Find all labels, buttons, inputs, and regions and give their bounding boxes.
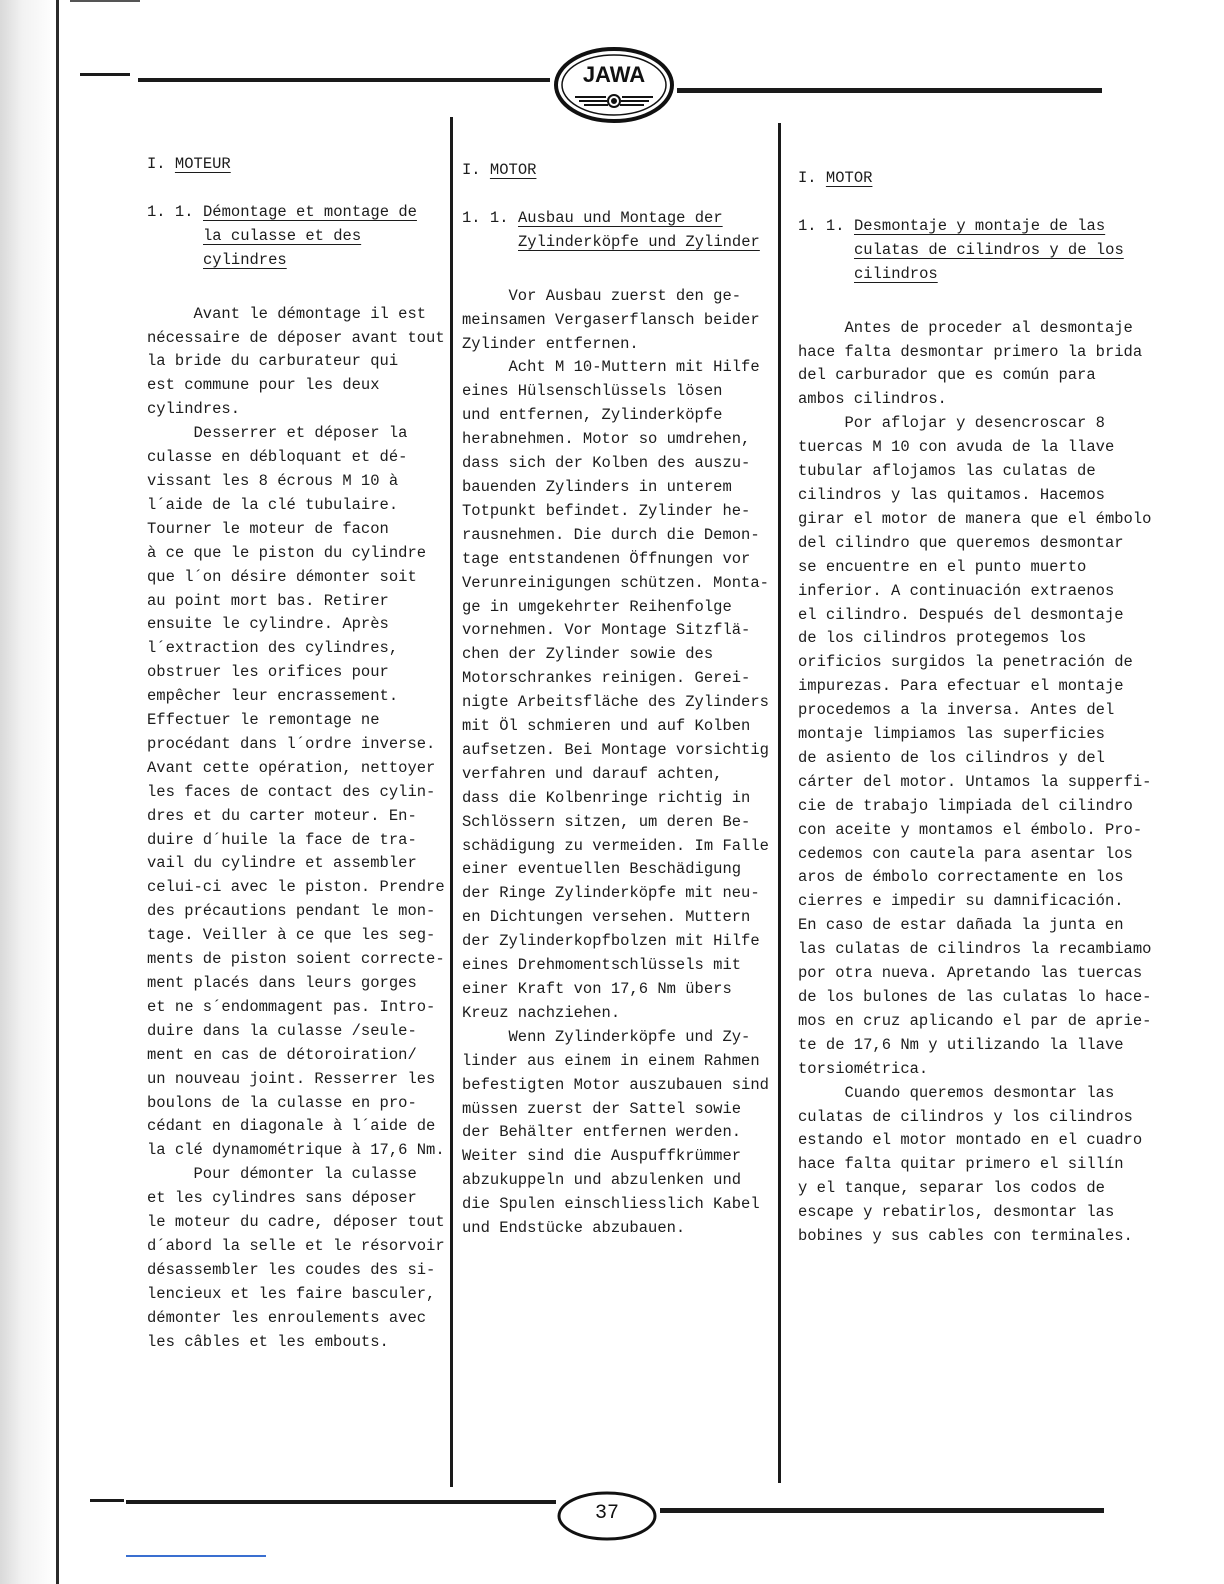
- text-line: mit Öl schmieren und auf Kolben: [462, 717, 751, 736]
- text-line: Antes de proceder al desmontaje: [798, 318, 1133, 337]
- text-line: abzukuppeln und abzulenken und: [462, 1171, 742, 1190]
- text-line: chen der Zylinder sowie des: [462, 645, 714, 664]
- page-number: 37: [594, 1502, 619, 1525]
- text-line: des précautions pendant le mon-: [147, 902, 436, 921]
- text-line: befestigten Motor auszubauen sind: [462, 1075, 769, 1094]
- body-text: [462, 285, 769, 1241]
- section-heading: [798, 167, 1151, 191]
- text-line: torsiométrica.: [798, 1059, 929, 1078]
- text-line: cierres e impedir su damnificación.: [798, 892, 1124, 911]
- text-line: mos en cruz aplicando el par de aprie-: [798, 1011, 1152, 1030]
- text-line: con aceite y montamos el émbolo. Pro-: [798, 820, 1143, 839]
- text-line: cylindres: [203, 250, 287, 269]
- text-line: l´aide de la clé tubulaire.: [147, 495, 399, 514]
- text-line: Zylinder entfernen.: [462, 334, 639, 353]
- text-line: einer eventuellen Beschädigung: [462, 860, 742, 879]
- text-line: impurezas. Para efectuar el montaje: [798, 677, 1124, 696]
- text-line: lencieux et les faire basculer,: [147, 1284, 436, 1303]
- text-line: boulons de la culasse en pro-: [147, 1093, 417, 1112]
- text-line: escape y rebatirlos, desmontar las: [798, 1203, 1115, 1222]
- text-line: l´extraction des cylindres,: [147, 639, 399, 658]
- text-line: cilindros: [854, 264, 938, 283]
- text-line: Cuando queremos desmontar las: [798, 1083, 1115, 1102]
- text-line: que l´on désire démonter soit: [147, 567, 417, 586]
- text-line: culatas de cilindros y de los: [854, 240, 1124, 259]
- text-line: la clé dynamométrique à 17,6 Nm.: [147, 1141, 445, 1160]
- text-line: nécessaire de déposer avant tout: [147, 328, 445, 347]
- text-line: girar el motor de manera que el émbolo: [798, 509, 1152, 528]
- text-line: vornehmen. Vor Montage Sitzflä-: [462, 621, 751, 640]
- text-line: Pour démonter la culasse: [147, 1165, 417, 1184]
- footer-blue-line: [126, 1555, 266, 1557]
- text-line: celui-ci avec le piston. Prendre: [147, 878, 445, 897]
- text-line: tuercas M 10 con avuda de la llave: [798, 438, 1115, 457]
- text-line: au point mort bas. Retirer: [147, 591, 389, 610]
- text-line: démonter les enroulements avec: [147, 1308, 427, 1327]
- text-line: eines Hülsenschlüssels lösen: [462, 382, 723, 401]
- text-line: schädigung zu vermeiden. Im Falle: [462, 836, 769, 855]
- text-line: Weiter sind die Auspuffkrümmer: [462, 1147, 742, 1166]
- text-line: les câbles et les embouts.: [147, 1332, 389, 1351]
- text-line: cilindros y las quitamos. Hacemos: [798, 485, 1105, 504]
- text-line: de los cilindros protegemos los: [798, 629, 1087, 648]
- text-line: ge in umgekehrter Reihenfolge: [462, 597, 732, 616]
- section-heading: [462, 159, 769, 183]
- text-line: Desserrer et déposer la: [147, 424, 408, 443]
- page-edge: [56, 0, 59, 1584]
- text-line: ment en cas de détoroiration/: [147, 1045, 417, 1064]
- scan-shadow: [0, 0, 56, 1584]
- text-line: est commune pour les deux: [147, 376, 380, 395]
- section-number: I.: [798, 169, 817, 187]
- text-line: de asiento de los cilindros y del: [798, 748, 1105, 767]
- text-line: et ne s´endommagent pas. Intro-: [147, 997, 436, 1016]
- header-rule-left: [138, 78, 550, 82]
- text-line: las culatas de cilindros la recambiamo: [798, 940, 1152, 959]
- text-line: hace falta quitar primero el sillín: [798, 1155, 1124, 1174]
- text-line: die Spulen einschliesslich Kabel: [462, 1195, 760, 1214]
- text-line: Vor Ausbau zuerst den ge-: [462, 286, 742, 305]
- text-line: vail du cylindre et assembler: [147, 854, 417, 873]
- header-rule-stub: [80, 73, 130, 76]
- section-number: I.: [147, 155, 166, 173]
- section-title: MOTOR: [489, 161, 537, 179]
- text-line: la culasse et des: [203, 226, 362, 245]
- text-line: ment placés dans leurs gorges: [147, 974, 417, 992]
- page-number-badge: [556, 1490, 658, 1542]
- text-line: Avant le démontage il est: [147, 304, 427, 323]
- text-line: el cilindro. Después del desmontaje: [798, 605, 1124, 624]
- text-line: à ce que le piston du cylindre: [147, 543, 427, 562]
- text-line: ensuite le cylindre. Après: [147, 615, 389, 634]
- text-line: obstruer les orifices pour: [147, 663, 389, 682]
- text-line: Tourner le moteur de facon: [147, 519, 389, 538]
- text-line: Zylinderköpfe und Zylinder: [518, 232, 760, 251]
- text-line: Motorschrankes reinigen. Gerei-: [462, 669, 751, 688]
- text-line: Kreuz nachziehen.: [462, 1003, 621, 1022]
- text-line: dass sich der Kolben des auszu-: [462, 454, 751, 473]
- text-line: y el tanque, separar los codos de: [798, 1179, 1105, 1198]
- text-line: de los bulones de las culatas lo hace-: [798, 988, 1152, 1006]
- text-line: verfahren und darauf achten,: [462, 764, 723, 783]
- text-line: der Ringe Zylinderköpfe mit neu-: [462, 884, 760, 903]
- text-line: la bride du carburateur qui: [147, 352, 399, 371]
- text-line: orificios surgidos la penetración de: [798, 653, 1133, 672]
- text-line: les faces de contact des cylin-: [147, 782, 436, 801]
- text-line: le moteur du cadre, déposer tout: [147, 1213, 445, 1232]
- text-line: meinsamen Vergaserflansch beider: [462, 310, 760, 329]
- text-line: se encuentre en el punto muerto: [798, 557, 1087, 576]
- text-line: désassembler les coudes des si-: [147, 1260, 436, 1279]
- text-line: und entfernen, Zylinderköpfe: [462, 406, 723, 425]
- text-line: cárter del motor. Untamos la supperfi-: [798, 772, 1152, 791]
- text-line: eines Drehmomentschlüssels mit: [462, 956, 742, 975]
- text-line: Schlössern sitzen, um deren Be-: [462, 812, 751, 831]
- subsection-number: 1. 1.: [147, 202, 194, 221]
- text-line: vissant les 8 écrous M 10 à: [147, 471, 399, 490]
- subsection-number: 1. 1.: [462, 208, 509, 227]
- text-line: En caso de estar dañada la junta en: [798, 916, 1124, 935]
- section-title: MOTOR: [825, 169, 873, 187]
- text-line: dass die Kolbenringe richtig in: [462, 788, 751, 807]
- text-line: Totpunkt befindet. Zylinder he-: [462, 501, 751, 520]
- text-line: hace falta desmontar primero la brida: [798, 342, 1143, 361]
- text-line: estando el motor montado en el cuadro: [798, 1131, 1143, 1150]
- text-line: te de 17,6 Nm y utilizando la llave: [798, 1035, 1124, 1054]
- text-line: cédant en diagonale à l´aide de: [147, 1117, 436, 1136]
- text-line: Wenn Zylinderköpfe und Zy-: [462, 1027, 751, 1046]
- text-line: bauenden Zylinders in unterem: [462, 477, 732, 496]
- body-text: [147, 303, 445, 1355]
- page-edge-top: [70, 0, 140, 2]
- text-line: dres et du carter moteur. En-: [147, 806, 417, 825]
- text-line: bobines y sus cables con terminales.: [798, 1227, 1133, 1246]
- section-title: MOTEUR: [174, 155, 231, 173]
- text-line: Ausbau und Montage der: [518, 208, 723, 227]
- body-text: [798, 317, 1151, 1249]
- text-line: aros de émbolo correctamente en los: [798, 868, 1124, 887]
- text-line: rausnehmen. Die durch die Demon-: [462, 525, 760, 544]
- text-line: Acht M 10-Muttern mit Hilfe: [462, 358, 760, 377]
- text-line: d´abord la selle et le résorvoir: [147, 1236, 445, 1255]
- text-line: del cilindro que queremos desmontar: [798, 533, 1124, 552]
- text-line: Effectuer le remontage ne: [147, 711, 380, 730]
- text-line: der Zylinderkopfbolzen mit Hilfe: [462, 932, 760, 951]
- text-line: Verunreinigungen schützen. Monta-: [462, 573, 769, 592]
- text-line: und Endstücke abzubauen.: [462, 1219, 686, 1238]
- subsection-number: 1. 1.: [798, 216, 845, 235]
- text-line: un nouveau joint. Resserrer les: [147, 1069, 436, 1088]
- svg-text:JAWA: JAWA: [582, 62, 646, 87]
- text-line: montaje limpiamos las superficies: [798, 725, 1105, 744]
- text-line: procédant dans l´ordre inverse.: [147, 734, 436, 753]
- text-line: herabnehmen. Motor so umdrehen,: [462, 430, 751, 449]
- text-line: tage. Veiller à ce que les seg-: [147, 926, 436, 945]
- text-line: tage entstandenen Öffnungen vor: [462, 549, 751, 568]
- subsection-title: [518, 207, 769, 255]
- footer-rule-left: [126, 1500, 556, 1504]
- text-line: aufsetzen. Bei Montage vorsichtig: [462, 740, 769, 759]
- subsection-title: [203, 201, 445, 273]
- column-spanish: [798, 167, 1151, 1249]
- text-line: cedemos con cautela para asentar los: [798, 844, 1133, 863]
- section-number: I.: [462, 161, 481, 179]
- text-line: inferior. A continuación extraenos: [798, 581, 1115, 600]
- text-line: culatas de cilindros y los cilindros: [798, 1107, 1133, 1126]
- text-line: Avant cette opération, nettoyer: [147, 758, 436, 777]
- text-line: procedemos a la inversa. Antes del: [798, 701, 1115, 720]
- text-line: nigte Arbeitsfläche des Zylinders: [462, 693, 769, 712]
- jawa-logo: [553, 46, 675, 124]
- column-german: [462, 159, 769, 1241]
- footer-rule-stub: [90, 1499, 124, 1502]
- text-line: cie de trabajo limpiada del cilindro: [798, 796, 1133, 815]
- section-heading: [147, 153, 445, 177]
- column-french: [147, 153, 445, 1355]
- text-line: del carburador que es común para: [798, 366, 1096, 385]
- text-line: Desmontaje y montaje de las: [854, 216, 1106, 235]
- header-rule-right: [677, 88, 1102, 93]
- column-divider-right: [778, 123, 781, 1483]
- text-line: en Dichtungen versehen. Muttern: [462, 908, 751, 927]
- text-line: linder aus einem in einem Rahmen: [462, 1051, 760, 1070]
- column-divider-left: [450, 117, 453, 1487]
- text-line: cylindres.: [147, 400, 241, 419]
- text-line: duire d´huile la face de tra-: [147, 830, 417, 849]
- subsection-heading: [147, 201, 445, 273]
- subsection-title: [854, 215, 1151, 287]
- text-line: der Behälter entfernen werden.: [462, 1123, 742, 1142]
- text-line: tubular aflojamos las culatas de: [798, 462, 1096, 481]
- footer-rule-right: [660, 1508, 1104, 1513]
- subsection-heading: [462, 207, 769, 255]
- text-line: et les cylindres sans déposer: [147, 1189, 417, 1208]
- text-line: duire dans la culasse /seule-: [147, 1021, 417, 1040]
- text-line: ments de piston soient correcte-: [147, 950, 445, 969]
- text-line: einer Kraft von 17,6 Nm übers: [462, 980, 732, 998]
- text-line: por otra nueva. Apretando las tuercas: [798, 964, 1143, 983]
- subsection-heading: [798, 215, 1151, 287]
- text-line: ambos cilindros.: [798, 390, 947, 409]
- text-line: müssen zuerst der Sattel sowie: [462, 1099, 742, 1118]
- text-line: empêcher leur encrassement.: [147, 687, 399, 706]
- text-line: Démontage et montage de: [203, 202, 417, 221]
- text-line: culasse en débloquant et dé-: [147, 448, 408, 467]
- text-line: Por aflojar y desencroscar 8: [798, 414, 1105, 433]
